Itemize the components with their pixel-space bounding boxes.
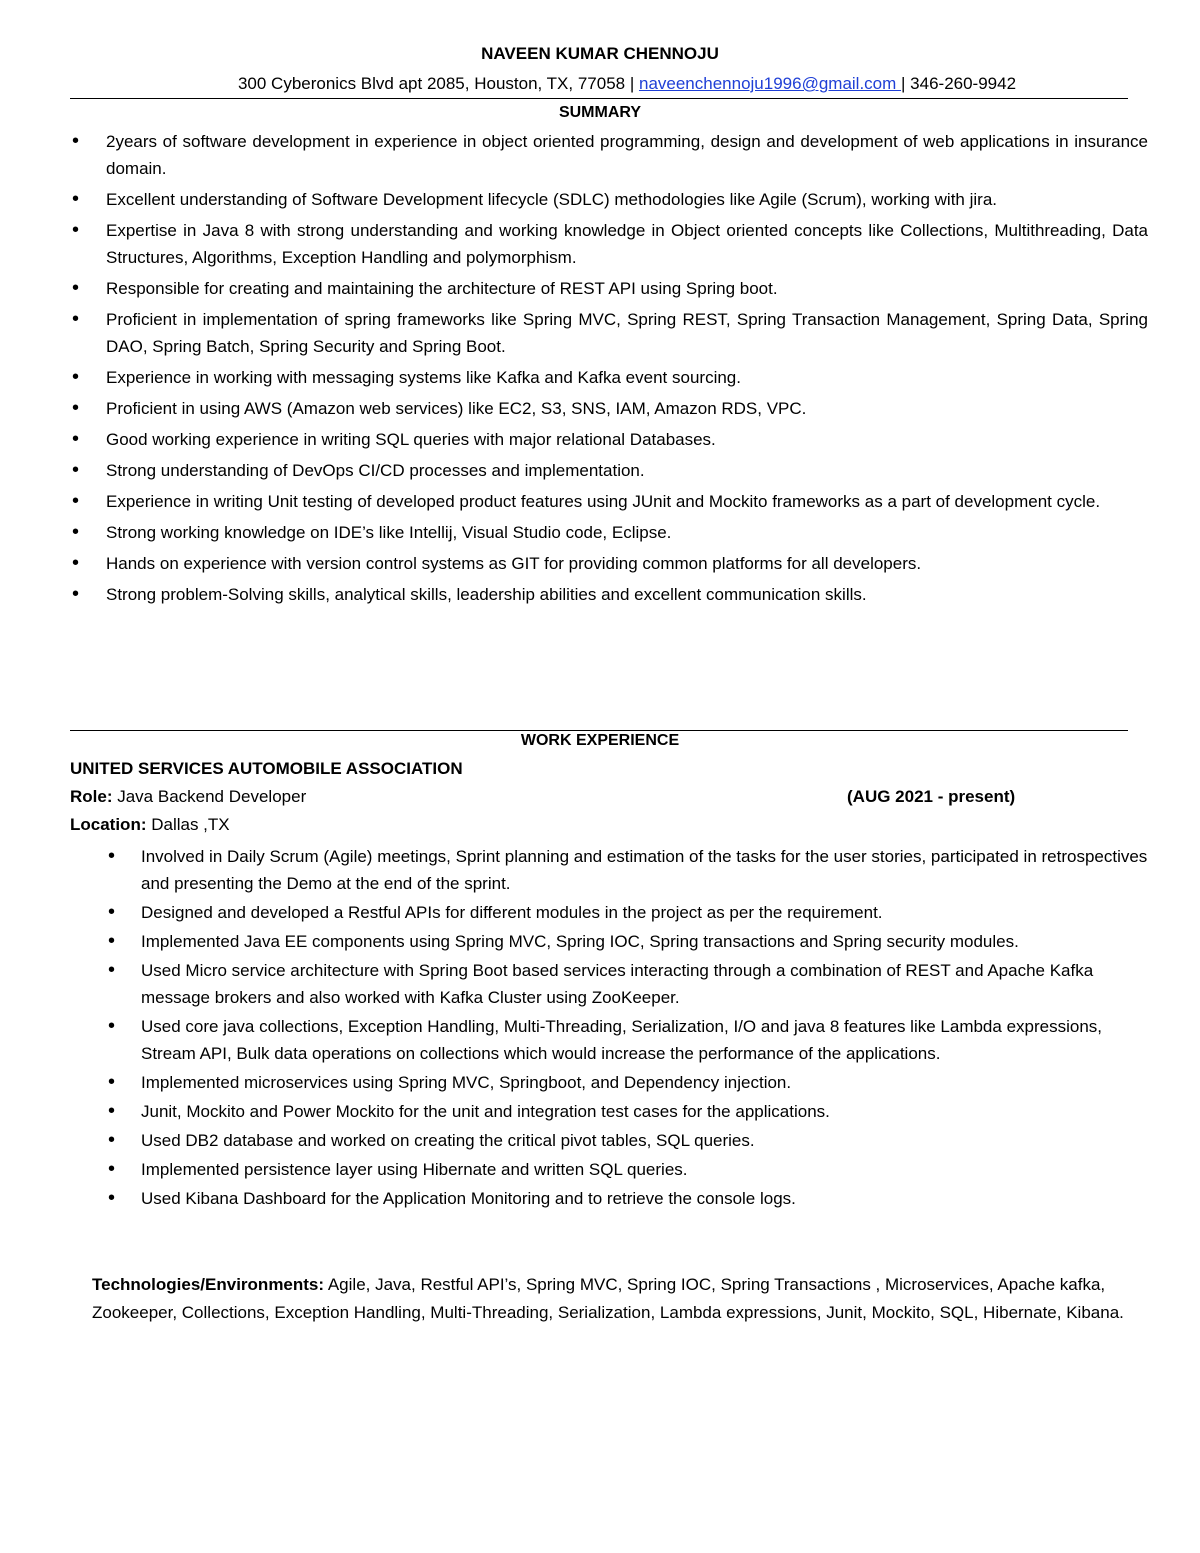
summary-list-item: • Experience in working with messaging systems like Kafka and Kafka event sourcing.: [70, 364, 1148, 391]
location-line: [70, 815, 230, 835]
work-list-item: • Implemented Java EE components using Spring MVC, Spring IOC, Spring transactions and Spring security modules.: [106, 928, 1156, 955]
summary-list-item: • Experience in writing Unit testing of developed product features using JUnit and Mockito frameworks as a part of development cycle.: [70, 488, 1148, 515]
header-divider: [70, 98, 1128, 99]
summary-list-item: • Strong problem-Solving skills, analytical skills, leadership abilities and excellent communication skills.: [70, 581, 1148, 608]
summary-list-item: • Strong working knowledge on IDE’s like Intellij, Visual Studio code, Eclipse.: [70, 519, 1148, 546]
summary-list-item: • Good working experience in writing SQL queries with major relational Databases.: [70, 426, 1148, 453]
work-divider: [70, 730, 1128, 731]
technologies-paragraph: [92, 1271, 1150, 1327]
work-experience-heading: WORK EXPERIENCE: [520, 732, 680, 749]
work-list-item: • Designed and developed a Restful APIs for different modules in the project as per the requirement.: [106, 899, 1156, 926]
summary-list-item: • Hands on experience with version control systems as GIT for providing common platforms for all developers.: [70, 550, 1148, 577]
summary-list-item: • Strong understanding of DevOps CI/CD processes and implementation.: [70, 457, 1148, 484]
technologies-label: Technologies/Environments:: [92, 1275, 325, 1294]
summary-heading: SUMMARY: [558, 104, 642, 121]
summary-list-item: • Responsible for creating and maintaining the architecture of REST API using Spring boot.: [70, 275, 1148, 302]
phone: | 346-260-9942: [901, 74, 1017, 93]
summary-list-item: • Excellent understanding of Software Development lifecycle (SDLC) methodologies like Agile (Scrum), working with jira.: [70, 186, 1148, 213]
employment-dates: (AUG 2021 - present): [847, 787, 1016, 806]
location-label: Location:: [70, 815, 147, 834]
summary-list-item: • Expertise in Java 8 with strong understanding and working knowledge in Object oriented concepts like Collections, Multithreading, Data Structures, Algorithms, Exception Handling and polymorphism.: [70, 217, 1148, 271]
technologies-list: Agile, Java, Restful API’s, Spring MVC, Spring IOC, Spring Transactions , Microservices, Apache kafka, Zookeeper, Collections, Exception Handling, Multi-Threading, Serialization, Lambda expressions, Junit, Mockito, SQL, Hibernate, Kibana.: [92, 1275, 1124, 1322]
work-list-item: • Junit, Mockito and Power Mockito for the unit and integration test cases for the applications.: [106, 1098, 1156, 1125]
role-title: Java Backend Developer: [112, 787, 307, 806]
role-line: [70, 787, 306, 807]
address: 300 Cyberonics Blvd apt 2085, Houston, TX, 77058 |: [237, 74, 639, 93]
work-list-item: • Involved in Daily Scrum (Agile) meetings, Sprint planning and estimation of the tasks for the user stories, participated in retrospectives and presenting the Demo at the end of the sprint.: [106, 843, 1156, 897]
summary-list-item: • Proficient in implementation of spring frameworks like Spring MVC, Spring REST, Spring Transaction Management, Spring Data, Spring DAO, Spring Batch, Spring Security and Spring Boot.: [70, 306, 1148, 360]
contact-line: [0, 74, 1200, 94]
company-name: UNITED SERVICES AUTOMOBILE ASSOCIATION: [70, 759, 463, 778]
work-list-item: • Used Kibana Dashboard for the Application Monitoring and to retrieve the console logs.: [106, 1185, 1156, 1212]
work-list-item: • Implemented persistence layer using Hibernate and written SQL queries.: [106, 1156, 1156, 1183]
role-label: Role:: [70, 787, 113, 806]
summary-list-item: • Proficient in using AWS (Amazon web services) like EC2, S3, SNS, IAM, Amazon RDS, VPC.: [70, 395, 1148, 422]
work-list-item: • Implemented microservices using Spring MVC, Springboot, and Dependency injection.: [106, 1069, 1156, 1096]
work-list-item: • Used DB2 database and worked on creating the critical pivot tables, SQL queries.: [106, 1127, 1156, 1154]
work-list-item: • Used core java collections, Exception Handling, Multi-Threading, Serialization, I/O and java 8 features like Lambda expressions, Stream API, Bulk data operations on collections which would increase the performance of the applications.: [106, 1013, 1156, 1067]
work-list-item: • Used Micro service architecture with Spring Boot based services interacting through a combination of REST and Apache Kafka message brokers and also worked with Kafka Cluster using ZooKeeper.: [106, 957, 1156, 1011]
candidate-name: NAVEEN KUMAR CHENNOJU: [481, 44, 719, 63]
email-link[interactable]: naveenchennoju1996@gmail.com: [638, 74, 902, 93]
work-responsibilities-list: [106, 843, 1156, 1214]
summary-list-item: • 2years of software development in experience in object oriented programming, design and development of web applications in insurance domain.: [70, 128, 1148, 182]
location-value: Dallas ,TX: [146, 815, 230, 834]
summary-list: [70, 128, 1148, 612]
